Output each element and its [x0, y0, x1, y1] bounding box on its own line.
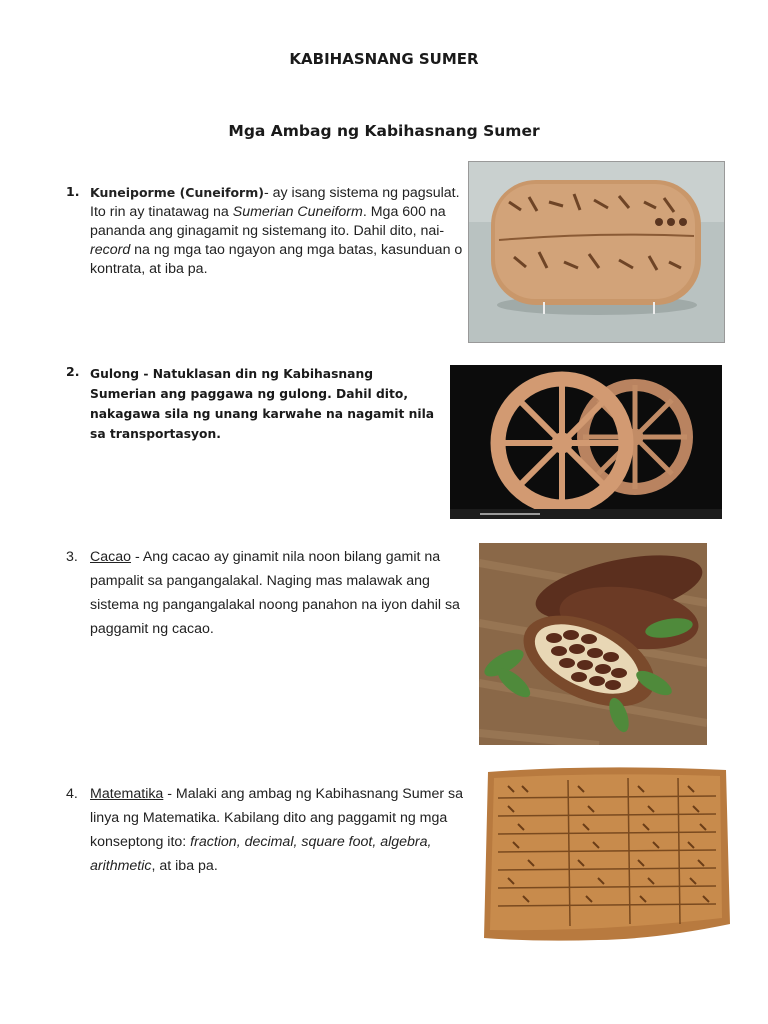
- item-text: [90, 545, 470, 641]
- math-clay-tablet-image: [478, 764, 734, 950]
- item-text: Gulong - Natuklasan din ng Kabihasnang Sumerian ang paggawa ng gulong. Dahil dito, nakagawa sila ng unang karwahe na nagamit nila sa transportasyon.: [90, 367, 435, 441]
- item-number: 1.: [66, 184, 80, 199]
- cuneiform-tablet-image: [468, 161, 725, 343]
- item-term: Matematika: [90, 786, 164, 802]
- item-number: 4.: [66, 786, 78, 802]
- item-term: Kuneiporme (Cuneiform): [90, 185, 264, 200]
- item-text-part: - Malaki ang ambag ng Kabihasnang Sumer sa linya ng Matematika. Kabilang dito ang paggamit ng mga konseptong ito:: [90, 786, 464, 850]
- item-text: [90, 183, 470, 279]
- item-text-part: - ay isang sistema ng pagsulat. Ito rin ay tinatawag na: [90, 185, 460, 220]
- page-title: KABIHASNANG SUMER: [289, 50, 479, 68]
- item-text-part: . Mga 600 na pananda ang ginagamit ng sistemang ito. Dahil dito, nai-: [90, 204, 446, 239]
- item-term: Cacao: [90, 549, 132, 565]
- item-number: 3.: [66, 549, 78, 565]
- item-text-part: , at iba pa.: [151, 858, 218, 874]
- item-text-part: na ng mga tao ngayon ang mga batas, kasunduan o kontrata, at iba pa.: [90, 242, 463, 277]
- item-text-italic: Sumerian Cuneiform: [232, 204, 363, 220]
- cacao-pods-image: [479, 543, 707, 745]
- item-number: 2.: [66, 364, 80, 379]
- item-text-italic: record: [90, 242, 131, 258]
- ancient-wheels-image: [450, 365, 722, 519]
- item-text-italic: fraction, decimal, square foot, algebra, arithmetic: [90, 834, 432, 874]
- page-subtitle: Mga Ambag ng Kabihasnang Sumer: [228, 122, 540, 140]
- item-text: [90, 782, 470, 878]
- item-text-part: - Ang cacao ay ginamit nila noon bilang gamit na pampalit sa pangangalakal. Naging mas malawak ang sistema ng pangangalakal noong panahon na iyon dahil sa paggamit ng cacao.: [90, 549, 460, 637]
